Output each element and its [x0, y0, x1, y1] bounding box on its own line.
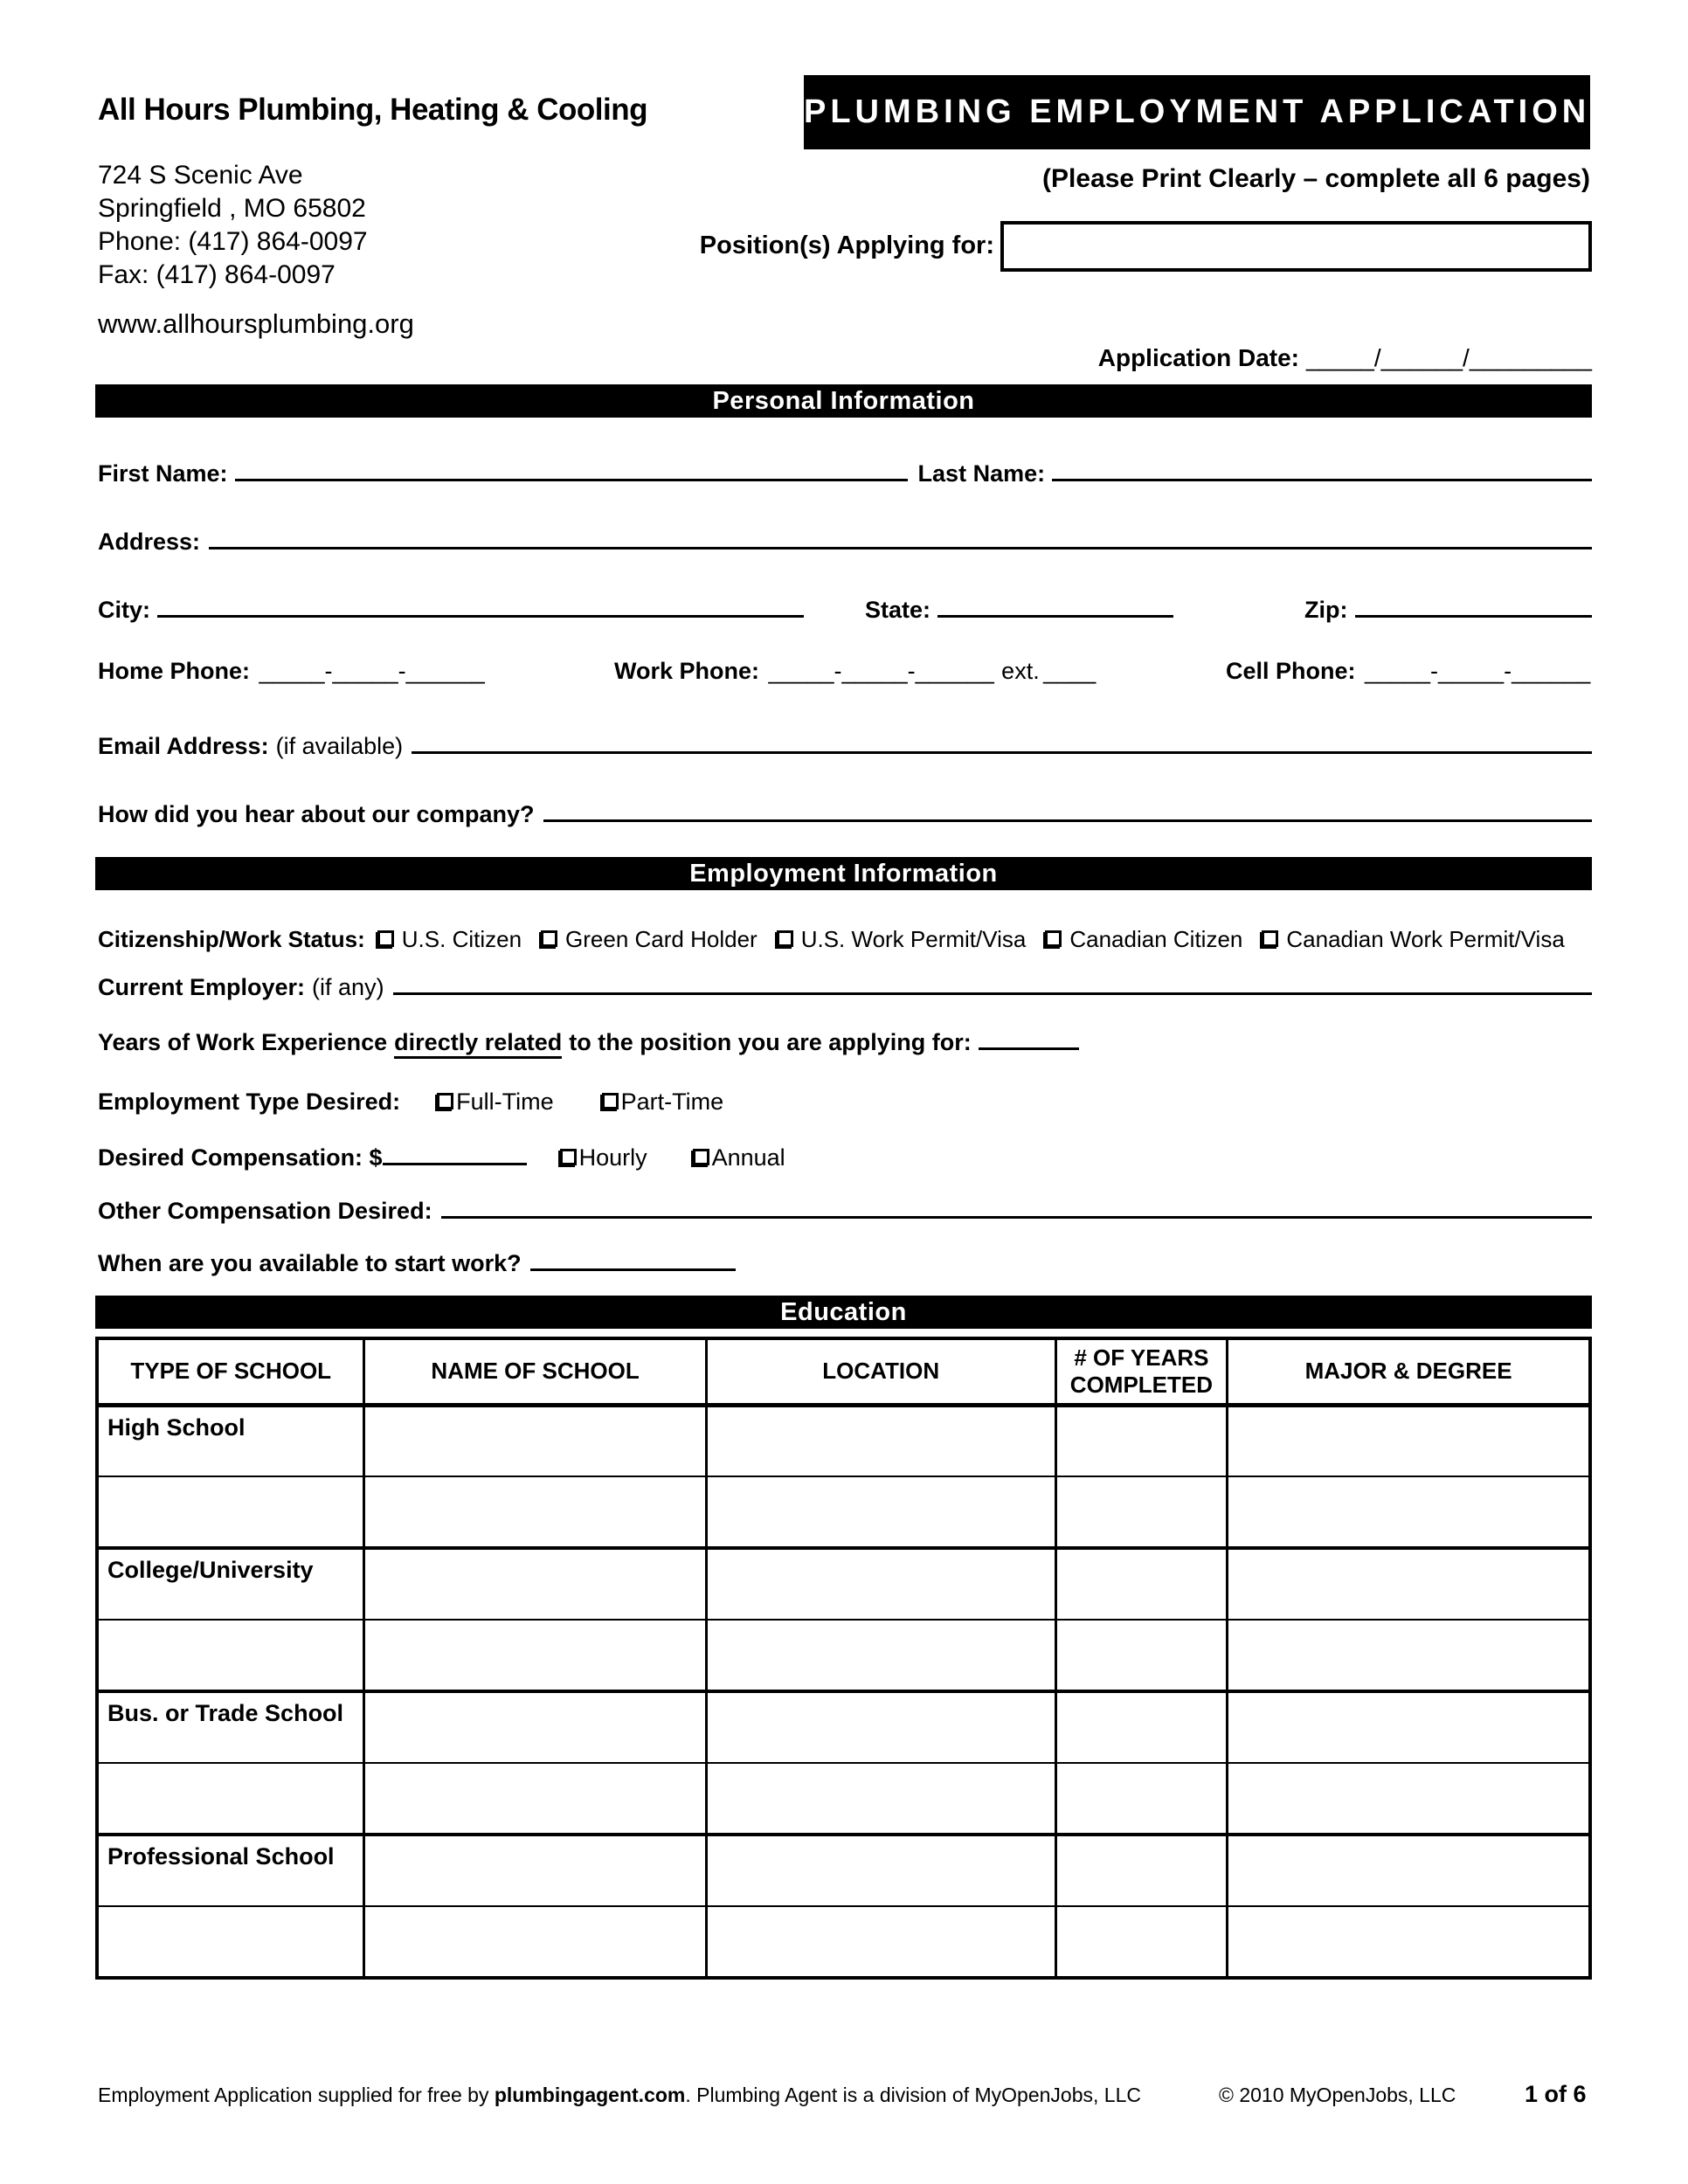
checkbox-canadian-citizen[interactable]	[1045, 930, 1062, 947]
edu-type-professional-school: Professional School	[97, 1835, 364, 1906]
email-label: Email Address:	[98, 733, 269, 759]
current-employer-note: (if any)	[312, 974, 384, 1000]
checkbox-canadian-work-permit[interactable]	[1262, 930, 1278, 947]
canadian-citizen-label: Canadian Citizen	[1069, 926, 1243, 952]
address-field[interactable]	[209, 544, 1592, 549]
edu-cell-location[interactable]	[706, 1548, 1055, 1620]
edu-type-blank[interactable]	[97, 1763, 364, 1835]
employment-type-row	[98, 1089, 1592, 1116]
edu-cell-major[interactable]	[1228, 1548, 1590, 1620]
company-name: All Hours Plumbing, Heating & Cooling	[98, 93, 647, 127]
first-name-field[interactable]	[235, 476, 908, 481]
current-employer-field[interactable]	[393, 990, 1592, 995]
edu-row-trade-school	[97, 1691, 1590, 1763]
canadian-work-permit-label: Canadian Work Permit/Visa	[1286, 926, 1565, 952]
edu-type-high-school: High School	[107, 1413, 246, 1441]
full-time-label: Full-Time	[456, 1089, 554, 1115]
edu-type-blank[interactable]	[97, 1476, 364, 1548]
work-phone-ext-label: ext.	[1001, 658, 1040, 684]
company-address-block	[98, 159, 368, 292]
edu-cell-location[interactable]	[706, 1620, 1055, 1691]
work-phone-group	[614, 658, 1096, 685]
edu-row-professional-school	[97, 1835, 1590, 1906]
edu-cell-years[interactable]	[1055, 1620, 1228, 1691]
checkbox-part-time[interactable]	[602, 1093, 619, 1109]
positions-applying-label: Position(s) Applying for:	[699, 232, 994, 259]
checkbox-us-work-permit[interactable]	[777, 930, 793, 947]
edu-header-name-of-school: NAME OF SCHOOL	[364, 1338, 706, 1405]
education-table	[95, 1337, 1592, 1980]
edu-cell-years[interactable]	[1055, 1405, 1228, 1476]
company-fax: Fax: (417) 864-0097	[98, 260, 336, 289]
footer-supplied-post: . Plumbing Agent is a division of MyOpenJobs, LLC	[685, 2084, 1141, 2106]
referral-field[interactable]	[543, 817, 1592, 822]
citizenship-option-canadian-work-permit	[1262, 926, 1564, 953]
last-name-field[interactable]	[1052, 476, 1592, 481]
home-phone-group	[98, 658, 485, 685]
edu-row-high-school	[97, 1405, 1590, 1476]
company-website: www.allhoursplumbing.org	[98, 308, 414, 339]
email-field[interactable]	[412, 749, 1592, 754]
compensation-amount-field[interactable]	[383, 1160, 527, 1165]
checkbox-full-time[interactable]	[437, 1093, 453, 1109]
edu-cell-location[interactable]	[706, 1476, 1055, 1548]
edu-header-type-of-school: TYPE OF SCHOOL	[97, 1338, 364, 1405]
city-state-zip-row	[98, 597, 1592, 624]
edu-cell-location[interactable]	[706, 1763, 1055, 1835]
city-field[interactable]	[157, 612, 804, 618]
edu-cell-location[interactable]	[706, 1906, 1055, 1978]
application-date-row	[1098, 344, 1592, 372]
edu-row-trade-school-extra	[97, 1763, 1590, 1835]
home-phone-label: Home Phone:	[98, 658, 251, 684]
checkbox-annual[interactable]	[693, 1149, 709, 1165]
hourly-option	[560, 1144, 647, 1171]
citizenship-option-us-citizen	[377, 926, 522, 953]
edu-cell-major[interactable]	[1228, 1691, 1590, 1763]
green-card-label: Green Card Holder	[565, 926, 758, 952]
edu-cell-name[interactable]	[364, 1691, 706, 1763]
city-label: City:	[98, 597, 150, 623]
edu-type-trade-school: Bus. or Trade School	[97, 1691, 364, 1763]
citizenship-option-canadian-citizen	[1045, 926, 1242, 953]
part-time-option	[602, 1089, 724, 1116]
edu-cell-major[interactable]	[1228, 1906, 1590, 1978]
referral-row	[98, 801, 1592, 828]
edu-cell-location[interactable]	[706, 1405, 1055, 1476]
phones-row	[98, 645, 1592, 685]
edu-cell-name[interactable]	[364, 1835, 706, 1906]
edu-header-years-completed: # OF YEARS COMPLETED	[1055, 1338, 1228, 1405]
us-work-permit-label: U.S. Work Permit/Visa	[800, 926, 1027, 952]
edu-type-blank[interactable]	[97, 1906, 364, 1978]
footer-page-number: 1 of 6	[1525, 2081, 1587, 2107]
edu-cell-location[interactable]	[706, 1835, 1055, 1906]
start-work-row	[98, 1250, 1592, 1277]
positions-input-box[interactable]	[1000, 221, 1592, 272]
edu-row-professional-school-extra	[97, 1906, 1590, 1978]
address-label: Address:	[98, 529, 201, 555]
edu-cell-name[interactable]	[364, 1620, 706, 1691]
edu-type-college: College/University	[97, 1548, 364, 1620]
name-row	[98, 460, 1592, 487]
footer-supplied-site: plumbingagent.com	[494, 2084, 686, 2106]
compensation-label: Desired Compensation: $	[98, 1144, 383, 1171]
edu-cell-years[interactable]	[1055, 1476, 1228, 1548]
experience-label-underlined: directly related	[394, 1029, 562, 1059]
experience-label-post: to the position you are applying for:	[569, 1029, 972, 1055]
address-row	[98, 529, 1592, 556]
edu-cell-major[interactable]	[1228, 1763, 1590, 1835]
cell-phone-label: Cell Phone:	[1226, 658, 1356, 684]
edu-cell-major[interactable]	[1228, 1620, 1590, 1691]
application-date-label: Application Date:	[1097, 344, 1299, 371]
application-date-field[interactable]: _____/______/_________	[1305, 344, 1592, 371]
edu-cell-name[interactable]	[364, 1476, 706, 1548]
last-name-label: Last Name:	[917, 460, 1046, 487]
experience-label-pre: Years of Work Experience	[98, 1029, 388, 1055]
us-citizen-label: U.S. Citizen	[401, 926, 522, 952]
work-phone-label: Work Phone:	[614, 658, 760, 684]
section-bar-education: Education	[95, 1296, 1592, 1329]
state-field[interactable]	[937, 612, 1173, 618]
edu-cell-years[interactable]	[1055, 1691, 1228, 1763]
full-time-option	[437, 1089, 554, 1116]
edu-cell-years[interactable]	[1055, 1835, 1228, 1906]
edu-cell-years[interactable]	[1055, 1906, 1228, 1978]
work-phone-field[interactable]: _____-_____-______	[768, 658, 994, 684]
section-bar-employment: Employment Information	[95, 857, 1592, 890]
work-phone-ext-field[interactable]: ____	[1043, 658, 1097, 684]
edu-header-major-degree: MAJOR & DEGREE	[1228, 1338, 1590, 1405]
compensation-row	[98, 1144, 1592, 1171]
print-clearly-note: (Please Print Clearly – complete all 6 pages)	[1042, 164, 1590, 193]
edu-row-high-school-extra	[97, 1476, 1590, 1548]
edu-cell-years[interactable]	[1055, 1548, 1228, 1620]
edu-header-location: LOCATION	[706, 1338, 1055, 1405]
first-name-label: First Name:	[98, 460, 228, 487]
cell-phone-field[interactable]: _____-_____-______	[1364, 658, 1591, 684]
citizenship-option-green-card	[541, 926, 758, 953]
footer-attribution	[98, 2084, 1141, 2107]
home-phone-field[interactable]: _____-_____-______	[259, 658, 485, 684]
current-employer-row	[98, 974, 1592, 1001]
edu-cell-name[interactable]	[364, 1405, 706, 1476]
cell-phone-group	[1226, 658, 1590, 685]
edu-cell-name[interactable]	[364, 1763, 706, 1835]
start-work-label: When are you available to start work?	[98, 1250, 522, 1276]
education-header-row	[97, 1338, 1590, 1405]
footer-supplied-pre: Employment Application supplied for free by	[98, 2084, 495, 2106]
annual-option	[693, 1144, 785, 1171]
current-employer-label: Current Employer:	[98, 974, 306, 1000]
email-row	[98, 733, 1592, 760]
email-note: (if available)	[275, 733, 404, 759]
edu-row-college-extra	[97, 1620, 1590, 1691]
hourly-label: Hourly	[578, 1144, 647, 1171]
citizenship-label: Citizenship/Work Status:	[98, 926, 365, 952]
edu-cell-major[interactable]	[1228, 1476, 1590, 1548]
other-compensation-label: Other Compensation Desired:	[98, 1198, 432, 1224]
company-city-state: Springfield , MO 65802	[98, 194, 366, 223]
edu-cell-location[interactable]	[706, 1691, 1055, 1763]
checkbox-hourly[interactable]	[560, 1149, 577, 1165]
citizenship-row	[98, 926, 1592, 953]
other-compensation-row	[98, 1198, 1592, 1225]
experience-row	[98, 1029, 1592, 1059]
edu-cell-years[interactable]	[1055, 1763, 1228, 1835]
employment-type-label: Employment Type Desired:	[98, 1089, 401, 1115]
footer-copyright: © 2010 MyOpenJobs, LLC	[1219, 2084, 1456, 2106]
form-title-banner: PLUMBING EMPLOYMENT APPLICATION	[804, 75, 1590, 149]
checkbox-us-citizen[interactable]	[377, 930, 394, 947]
section-bar-personal: Personal Information	[95, 384, 1592, 418]
company-street: 724 S Scenic Ave	[98, 161, 303, 190]
edu-cell-name[interactable]	[364, 1548, 706, 1620]
zip-field[interactable]	[1355, 612, 1593, 618]
zip-label: Zip:	[1304, 597, 1348, 623]
part-time-label: Part-Time	[620, 1089, 724, 1115]
checkbox-green-card-holder[interactable]	[541, 930, 557, 947]
referral-label: How did you hear about our company?	[98, 801, 535, 827]
citizenship-option-us-work-permit	[777, 926, 1027, 953]
start-date-field[interactable]	[530, 1266, 736, 1271]
edu-type-blank[interactable]	[97, 1620, 364, 1691]
company-phone: Phone: (417) 864-0097	[98, 227, 368, 256]
annual-label: Annual	[711, 1144, 785, 1171]
other-compensation-field[interactable]	[441, 1213, 1592, 1219]
edu-cell-name[interactable]	[364, 1906, 706, 1978]
state-label: State:	[865, 597, 931, 623]
edu-row-college	[97, 1548, 1590, 1620]
experience-years-field[interactable]	[979, 1045, 1079, 1050]
edu-cell-major[interactable]	[1228, 1405, 1590, 1476]
edu-cell-major[interactable]	[1228, 1835, 1590, 1906]
